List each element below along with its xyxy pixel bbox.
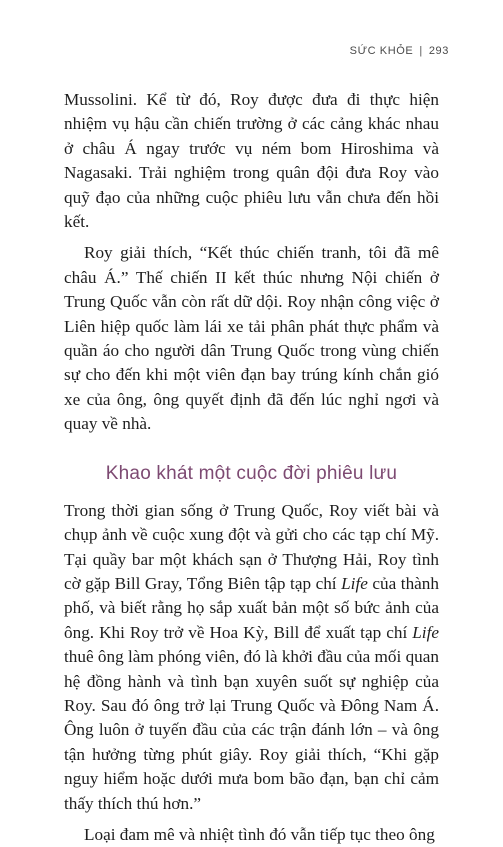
running-header: [350, 45, 449, 57]
paragraph-3-part-1: Trong thời gian sống ở Trung Quốc, Roy viết bài và chụp ảnh về cuộc xung đột và gửi cho các tạp chí Mỹ. Tại quầy bar một khách sạn ở Thượng Hải, Roy tình cờ gặp Bill Gray, Tổng Biên tập tạp chí: [64, 500, 439, 593]
header-separator: |: [419, 45, 423, 57]
page-body: [64, 88, 439, 847]
paragraph-3-part-2: của thành phố, và biết rằng họ sắp xuất bản một số bức ảnh của ông. Khi Roy trở về Hoa Kỳ, Bill để xuất tạp chí: [64, 573, 439, 642]
paragraph-3: [64, 499, 439, 816]
page-number: 293: [428, 45, 449, 57]
section-heading: Khao khát một cuộc đời phiêu lưu: [105, 462, 398, 484]
paragraph-3-part-3: thuê ông làm phóng viên, đó là khởi đầu của mối quan hệ đồng hành và tình bạn xuyên suốt sự nghiệp của Roy. Sau đó ông trở lại Trung Quốc và Đông Nam Á. Ông luôn ở tuyến đầu của các trận đánh lớn – và ông tận hưởng từng phút giây. Roy giải thích, “Khi gặp nguy hiểm hoặc dưới mưa bom bão đạn, bạn chỉ cảm thấy thích thú hơn.”: [64, 647, 439, 813]
paragraph-2: Roy giải thích, “Kết thúc chiến tranh, tôi đã mê châu Á.” Thế chiến II kết thúc nhưng Nội chiến ở Trung Quốc vẫn còn rất dữ dội. Roy nhận công việc ở Liên hiệp quốc làm lái xe tải phân phát thực phẩm và quần áo cho người dân Trung Quốc trong vùng chiến sự cho đến khi một viên đạn bay trúng kính chắn gió xe của ông, ông quyết định đã đến lúc nghỉ ngơi và quay về nhà.: [64, 243, 439, 434]
magazine-title-life-2: Life: [412, 622, 439, 642]
paragraph-1: Mussolini. Kể từ đó, Roy được đưa đi thực hiện nhiệm vụ hậu cần chiến trường ở các cảng khác nhau ở châu Á ngay trước vụ ném bom Hiroshima và Nagasaki. Trải nghiệm trong quân đội đưa Roy vào quỹ đạo của những cuộc phiêu lưu vẫn chưa đến hồi kết.: [64, 90, 439, 232]
section-title: SỨC KHỎE: [349, 45, 414, 57]
magazine-title-life: Life: [341, 573, 368, 593]
paragraph-4: Loại đam mê và nhiệt tình đó vẫn tiếp tục theo ông: [84, 824, 435, 844]
